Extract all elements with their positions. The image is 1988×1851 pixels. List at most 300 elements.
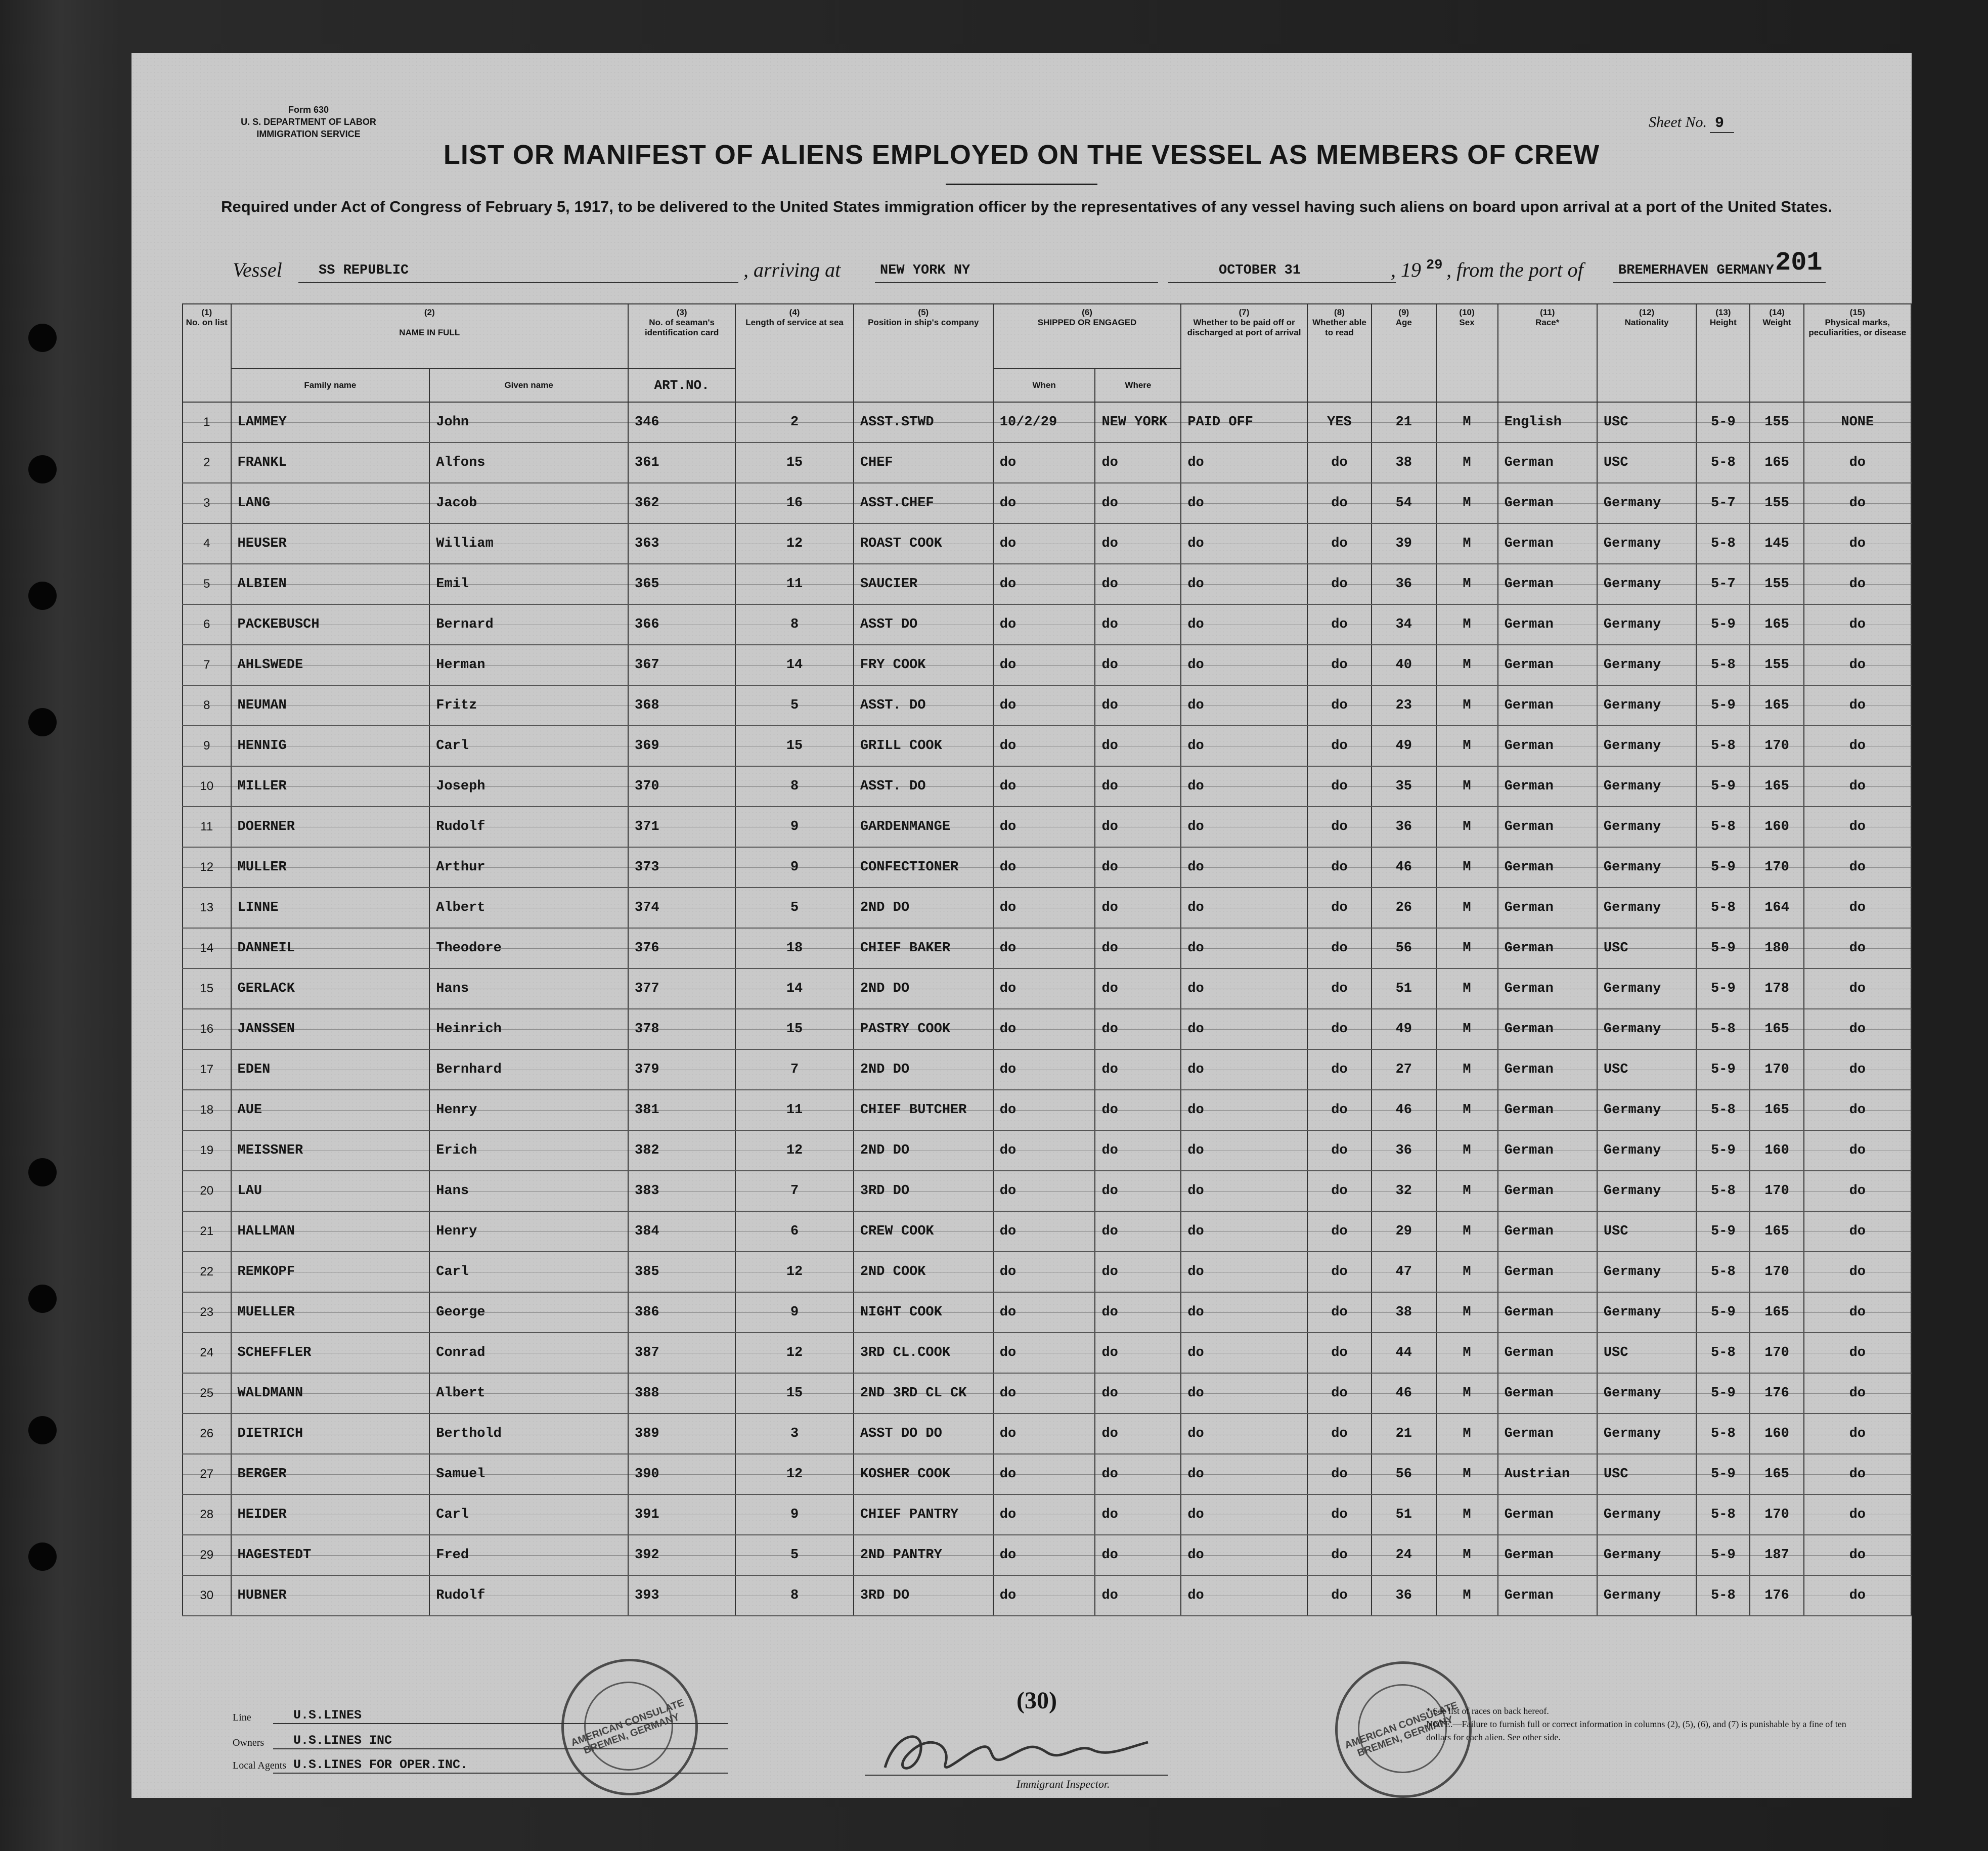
shipped-where-cell: do — [1095, 1049, 1181, 1090]
id-card-number-cell: 371 — [628, 807, 735, 847]
height-cell: 5-8 — [1696, 443, 1750, 483]
row-number-cell: 2 — [183, 443, 231, 483]
position-cell: ROAST COOK — [854, 523, 993, 564]
nationality-cell: Germany — [1597, 1292, 1696, 1333]
year-prefix: , 19 — [1391, 258, 1421, 281]
weight-cell: 165 — [1750, 1009, 1803, 1049]
crew-row — [183, 1049, 1911, 1090]
weight-cell: 170 — [1750, 726, 1803, 766]
family-name-cell: NEUMAN — [231, 685, 430, 726]
shipped-when-cell: do — [993, 1171, 1095, 1211]
col-service-header: (4) Length of service at sea — [735, 304, 854, 402]
able-to-read-cell: do — [1307, 1090, 1372, 1130]
height-cell: 5-9 — [1696, 1373, 1750, 1414]
col-name-header: (2) NAME IN FULL — [231, 304, 628, 369]
race-cell: German — [1498, 766, 1597, 807]
family-name-cell: SCHEFFLER — [231, 1333, 430, 1373]
row-number-cell: 6 — [183, 604, 231, 645]
weight-cell: 170 — [1750, 1171, 1803, 1211]
able-to-read-cell: do — [1307, 1373, 1372, 1414]
able-to-read-cell: do — [1307, 1454, 1372, 1494]
shipped-where-cell: do — [1095, 564, 1181, 604]
age-cell: 36 — [1372, 564, 1436, 604]
weight-cell: 170 — [1750, 1333, 1803, 1373]
nationality-cell: USC — [1597, 1049, 1696, 1090]
age-cell: 46 — [1372, 1373, 1436, 1414]
age-cell: 46 — [1372, 847, 1436, 888]
family-name-cell: MEISSNER — [231, 1130, 430, 1171]
page-stamp-number: 201 — [1775, 248, 1823, 278]
col-age-header: (9) Age — [1372, 304, 1436, 402]
position-cell: 3RD CL.COOK — [854, 1333, 993, 1373]
service-length-cell: 8 — [735, 604, 854, 645]
race-cell: German — [1498, 888, 1597, 928]
race-cell: German — [1498, 1494, 1597, 1535]
sex-cell: M — [1436, 1130, 1498, 1171]
col-family-header: Family name — [231, 369, 430, 402]
crew-row — [183, 1414, 1911, 1454]
shipped-where-cell: do — [1095, 1130, 1181, 1171]
nationality-cell: Germany — [1597, 604, 1696, 645]
position-cell: 2ND DO — [854, 968, 993, 1009]
service-length-cell: 15 — [735, 1373, 854, 1414]
family-name-cell: PACKEBUSCH — [231, 604, 430, 645]
race-cell: German — [1498, 968, 1597, 1009]
given-name-cell: Berthold — [429, 1414, 628, 1454]
family-name-cell: HENNIG — [231, 726, 430, 766]
service-length-cell: 9 — [735, 1292, 854, 1333]
given-name-cell: Conrad — [429, 1333, 628, 1373]
paid-off-cell: do — [1181, 645, 1307, 685]
position-cell: GARDENMANGE — [854, 807, 993, 847]
physical-marks-cell: do — [1804, 1090, 1911, 1130]
sex-cell: M — [1436, 1454, 1498, 1494]
able-to-read-cell: YES — [1307, 402, 1372, 443]
service-length-cell: 12 — [735, 1130, 854, 1171]
sheet-label: Sheet No. — [1649, 114, 1707, 130]
col-position-header: (5) Position in ship's company — [854, 304, 993, 402]
physical-marks-cell: do — [1804, 443, 1911, 483]
id-card-number-cell: 382 — [628, 1130, 735, 1171]
family-name-cell: HAGESTEDT — [231, 1535, 430, 1575]
sex-cell: M — [1436, 1333, 1498, 1373]
document-subtitle: Required under Act of Congress of February 5, 1917, to be delivered to the United States immigration officer by the representatives of any vessel having such aliens on board upon arrival at a port of the United States. — [221, 198, 1832, 215]
paid-off-cell: do — [1181, 1130, 1307, 1171]
given-name-cell: Carl — [429, 1494, 628, 1535]
department-name: U. S. DEPARTMENT OF LABOR — [241, 117, 376, 127]
race-cell: Austrian — [1498, 1454, 1597, 1494]
height-cell: 5-9 — [1696, 604, 1750, 645]
physical-marks-cell: do — [1804, 1049, 1911, 1090]
physical-marks-cell: do — [1804, 928, 1911, 968]
shipped-when-cell: do — [993, 1049, 1095, 1090]
arrival-port: NEW YORK NY — [880, 263, 970, 278]
weight-cell: 165 — [1750, 685, 1803, 726]
physical-marks-cell: do — [1804, 604, 1911, 645]
physical-marks-cell: do — [1804, 1414, 1911, 1454]
position-cell: GRILL COOK — [854, 726, 993, 766]
family-name-cell: LAU — [231, 1171, 430, 1211]
given-name-cell: Henry — [429, 1090, 628, 1130]
age-cell: 54 — [1372, 483, 1436, 523]
physical-marks-cell: do — [1804, 564, 1911, 604]
physical-marks-cell: do — [1804, 1252, 1911, 1292]
inspector-caption: Immigrant Inspector. — [1017, 1778, 1110, 1790]
physical-marks-cell: do — [1804, 807, 1911, 847]
nationality-cell: USC — [1597, 1211, 1696, 1252]
crew-row — [183, 564, 1911, 604]
able-to-read-cell: do — [1307, 847, 1372, 888]
race-cell: German — [1498, 1575, 1597, 1616]
inspector-signature — [865, 1722, 1168, 1783]
shipped-when-cell: do — [993, 1454, 1095, 1494]
physical-marks-cell: NONE — [1804, 402, 1911, 443]
shipped-when-cell: do — [993, 888, 1095, 928]
nationality-cell: Germany — [1597, 645, 1696, 685]
sex-cell: M — [1436, 888, 1498, 928]
sex-cell: M — [1436, 1171, 1498, 1211]
weight-cell: 176 — [1750, 1373, 1803, 1414]
shipped-when-cell: do — [993, 443, 1095, 483]
row-number-cell: 8 — [183, 685, 231, 726]
paid-off-cell: do — [1181, 685, 1307, 726]
nationality-cell: Germany — [1597, 1414, 1696, 1454]
age-cell: 46 — [1372, 1090, 1436, 1130]
agents-value: U.S.LINES FOR OPER.INC. — [293, 1757, 468, 1772]
able-to-read-cell: do — [1307, 726, 1372, 766]
physical-marks-cell: do — [1804, 685, 1911, 726]
col-nationality-header: (12) Nationality — [1597, 304, 1696, 402]
crew-row — [183, 807, 1911, 847]
nationality-cell: USC — [1597, 928, 1696, 968]
height-cell: 5-9 — [1696, 1292, 1750, 1333]
weight-cell: 165 — [1750, 604, 1803, 645]
given-name-cell: Rudolf — [429, 807, 628, 847]
crew-row — [183, 1171, 1911, 1211]
physical-marks-cell: do — [1804, 1009, 1911, 1049]
id-card-number-cell: 389 — [628, 1414, 735, 1454]
position-cell: 2ND COOK — [854, 1252, 993, 1292]
id-card-number-cell: 391 — [628, 1494, 735, 1535]
service-length-cell: 12 — [735, 1454, 854, 1494]
position-cell: CHEF — [854, 443, 993, 483]
weight-cell: 145 — [1750, 523, 1803, 564]
race-cell: German — [1498, 564, 1597, 604]
header-row — [183, 304, 1911, 369]
height-cell: 5-8 — [1696, 1414, 1750, 1454]
id-card-number-cell: 393 — [628, 1575, 735, 1616]
id-card-number-cell: 376 — [628, 928, 735, 968]
position-cell: ASST DO — [854, 604, 993, 645]
able-to-read-cell: do — [1307, 766, 1372, 807]
position-cell: PASTRY COOK — [854, 1009, 993, 1049]
shipped-where-cell: do — [1095, 1494, 1181, 1535]
weight-cell: 165 — [1750, 766, 1803, 807]
race-cell: English — [1498, 402, 1597, 443]
binder-hole — [28, 455, 57, 483]
physical-marks-cell: do — [1804, 645, 1911, 685]
race-cell: German — [1498, 685, 1597, 726]
sex-cell: M — [1436, 1373, 1498, 1414]
crew-row — [183, 1454, 1911, 1494]
nationality-cell: USC — [1597, 402, 1696, 443]
row-number-cell: 17 — [183, 1049, 231, 1090]
age-cell: 21 — [1372, 1414, 1436, 1454]
paid-off-cell: do — [1181, 847, 1307, 888]
family-name-cell: WALDMANN — [231, 1373, 430, 1414]
position-cell: ASST.CHEF — [854, 483, 993, 523]
sex-cell: M — [1436, 1211, 1498, 1252]
age-cell: 23 — [1372, 685, 1436, 726]
height-cell: 5-9 — [1696, 1130, 1750, 1171]
race-cell: German — [1498, 1373, 1597, 1414]
row-number-cell: 11 — [183, 807, 231, 847]
family-name-cell: DOERNER — [231, 807, 430, 847]
height-cell: 5-8 — [1696, 726, 1750, 766]
paid-off-cell: do — [1181, 1211, 1307, 1252]
row-number-cell: 5 — [183, 564, 231, 604]
crew-row — [183, 726, 1911, 766]
crew-row — [183, 1130, 1911, 1171]
height-cell: 5-9 — [1696, 1211, 1750, 1252]
physical-marks-cell: do — [1804, 1130, 1911, 1171]
given-name-cell: Alfons — [429, 443, 628, 483]
shipped-where-cell: do — [1095, 604, 1181, 645]
race-cell: German — [1498, 847, 1597, 888]
weight-cell: 165 — [1750, 1090, 1803, 1130]
service-length-cell: 15 — [735, 443, 854, 483]
paid-off-cell: do — [1181, 807, 1307, 847]
sex-cell: M — [1436, 968, 1498, 1009]
age-cell: 36 — [1372, 1575, 1436, 1616]
service-length-cell: 5 — [735, 685, 854, 726]
shipped-where-cell: do — [1095, 645, 1181, 685]
id-card-number-cell: 378 — [628, 1009, 735, 1049]
line-value: U.S.LINES — [293, 1708, 362, 1723]
given-name-cell: Fritz — [429, 685, 628, 726]
paid-off-cell: do — [1181, 1049, 1307, 1090]
col-shipped-header: (6) SHIPPED OR ENGAGED — [993, 304, 1181, 369]
from-port-label: , from the port of — [1446, 258, 1583, 281]
id-card-number-cell: 361 — [628, 443, 735, 483]
id-card-number-cell: 386 — [628, 1292, 735, 1333]
id-card-number-cell: 368 — [628, 685, 735, 726]
crew-row — [183, 1009, 1911, 1049]
given-name-cell: John — [429, 402, 628, 443]
position-cell: KOSHER COOK — [854, 1454, 993, 1494]
age-cell: 36 — [1372, 807, 1436, 847]
given-name-cell: Bernhard — [429, 1049, 628, 1090]
id-card-number-cell: 379 — [628, 1049, 735, 1090]
service-length-cell: 8 — [735, 766, 854, 807]
paid-off-cell: do — [1181, 726, 1307, 766]
year-suffix: 29 — [1426, 258, 1443, 273]
nationality-cell: Germany — [1597, 1090, 1696, 1130]
paid-off-cell: do — [1181, 1575, 1307, 1616]
weight-cell: 187 — [1750, 1535, 1803, 1575]
age-cell: 26 — [1372, 888, 1436, 928]
given-name-cell: Fred — [429, 1535, 628, 1575]
id-card-number-cell: 370 — [628, 766, 735, 807]
footer-note — [1426, 1704, 1871, 1744]
nationality-cell: Germany — [1597, 766, 1696, 807]
weight-cell: 165 — [1750, 1211, 1803, 1252]
row-number-cell: 13 — [183, 888, 231, 928]
height-cell: 5-8 — [1696, 888, 1750, 928]
paid-off-cell: do — [1181, 1171, 1307, 1211]
service-length-cell: 12 — [735, 523, 854, 564]
age-cell: 36 — [1372, 1130, 1436, 1171]
total-count: (30) — [1017, 1687, 1057, 1714]
col-when-header: When — [993, 369, 1095, 402]
shipped-where-cell: do — [1095, 1009, 1181, 1049]
shipped-when-cell: do — [993, 685, 1095, 726]
crew-row — [183, 1252, 1911, 1292]
age-cell: 39 — [1372, 523, 1436, 564]
paid-off-cell: do — [1181, 1535, 1307, 1575]
shipped-when-cell: do — [993, 645, 1095, 685]
row-number-cell: 29 — [183, 1535, 231, 1575]
able-to-read-cell: do — [1307, 685, 1372, 726]
vessel-name: SS REPUBLIC — [319, 263, 409, 278]
shipped-when-cell: do — [993, 807, 1095, 847]
crew-row — [183, 685, 1911, 726]
service-length-cell: 11 — [735, 1090, 854, 1130]
physical-marks-cell: do — [1804, 483, 1911, 523]
row-number-cell: 30 — [183, 1575, 231, 1616]
sex-cell: M — [1436, 807, 1498, 847]
col-given-header: Given name — [429, 369, 628, 402]
row-number-cell: 22 — [183, 1252, 231, 1292]
given-name-cell: George — [429, 1292, 628, 1333]
weight-cell: 170 — [1750, 1252, 1803, 1292]
able-to-read-cell: do — [1307, 443, 1372, 483]
given-name-cell: Jacob — [429, 483, 628, 523]
age-cell: 24 — [1372, 1535, 1436, 1575]
shipped-where-cell: do — [1095, 928, 1181, 968]
race-cell: German — [1498, 1333, 1597, 1373]
shipped-where-cell: do — [1095, 1575, 1181, 1616]
service-length-cell: 6 — [735, 1211, 854, 1252]
family-name-cell: MULLER — [231, 847, 430, 888]
height-cell: 5-8 — [1696, 807, 1750, 847]
shipped-when-cell: do — [993, 1333, 1095, 1373]
nationality-cell: Germany — [1597, 726, 1696, 766]
race-cell: German — [1498, 726, 1597, 766]
sex-cell: M — [1436, 928, 1498, 968]
sex-cell: M — [1436, 604, 1498, 645]
crew-row — [183, 443, 1911, 483]
position-cell: ASST. DO — [854, 685, 993, 726]
row-number-cell: 21 — [183, 1211, 231, 1252]
crew-row — [183, 928, 1911, 968]
nationality-cell: Germany — [1597, 564, 1696, 604]
family-name-cell: DANNEIL — [231, 928, 430, 968]
shipped-where-cell: NEW YORK — [1095, 402, 1181, 443]
sex-cell: M — [1436, 847, 1498, 888]
id-card-number-cell: 387 — [628, 1333, 735, 1373]
physical-marks-cell: do — [1804, 1575, 1911, 1616]
height-cell: 5-9 — [1696, 766, 1750, 807]
given-name-cell: Albert — [429, 888, 628, 928]
position-cell: 3RD DO — [854, 1575, 993, 1616]
able-to-read-cell: do — [1307, 1575, 1372, 1616]
col-artno-header: ART.NO. — [628, 369, 735, 402]
able-to-read-cell: do — [1307, 564, 1372, 604]
sex-cell: M — [1436, 726, 1498, 766]
height-cell: 5-9 — [1696, 1454, 1750, 1494]
age-cell: 56 — [1372, 928, 1436, 968]
id-card-number-cell: 373 — [628, 847, 735, 888]
physical-marks-cell: do — [1804, 1171, 1911, 1211]
arrival-date: OCTOBER 31 — [1219, 263, 1301, 278]
paid-off-cell: do — [1181, 1494, 1307, 1535]
position-cell: ASST DO DO — [854, 1414, 993, 1454]
able-to-read-cell: do — [1307, 1130, 1372, 1171]
shipped-when-cell: do — [993, 1211, 1095, 1252]
row-number-cell: 14 — [183, 928, 231, 968]
shipped-when-cell: do — [993, 1252, 1095, 1292]
weight-cell: 170 — [1750, 1494, 1803, 1535]
sex-cell: M — [1436, 1049, 1498, 1090]
service-length-cell: 14 — [735, 645, 854, 685]
given-name-cell: William — [429, 523, 628, 564]
physical-marks-cell: do — [1804, 1211, 1911, 1252]
row-number-cell: 16 — [183, 1009, 231, 1049]
age-cell: 27 — [1372, 1049, 1436, 1090]
service-length-cell: 15 — [735, 1009, 854, 1049]
position-cell: CHIEF PANTRY — [854, 1494, 993, 1535]
race-cell: German — [1498, 443, 1597, 483]
height-cell: 5-9 — [1696, 847, 1750, 888]
able-to-read-cell: do — [1307, 1333, 1372, 1373]
paid-off-cell: do — [1181, 483, 1307, 523]
age-cell: 44 — [1372, 1333, 1436, 1373]
shipped-where-cell: do — [1095, 685, 1181, 726]
crew-row — [183, 968, 1911, 1009]
shipped-where-cell: do — [1095, 766, 1181, 807]
sex-cell: M — [1436, 443, 1498, 483]
paid-off-cell: do — [1181, 1333, 1307, 1373]
family-name-cell: ALBIEN — [231, 564, 430, 604]
nationality-cell: Germany — [1597, 523, 1696, 564]
col-read-header: (8) Whether able to read — [1307, 304, 1372, 402]
nationality-cell: Germany — [1597, 807, 1696, 847]
able-to-read-cell: do — [1307, 1009, 1372, 1049]
line-label: Line — [233, 1712, 251, 1723]
age-cell: 56 — [1372, 1454, 1436, 1494]
binder-hole — [28, 1543, 57, 1571]
shipped-where-cell: do — [1095, 1414, 1181, 1454]
id-card-number-cell: 377 — [628, 968, 735, 1009]
given-name-cell: Carl — [429, 726, 628, 766]
race-cell: German — [1498, 1414, 1597, 1454]
physical-marks-cell: do — [1804, 523, 1911, 564]
id-card-number-cell: 388 — [628, 1373, 735, 1414]
row-number-cell: 3 — [183, 483, 231, 523]
crew-row — [183, 1090, 1911, 1130]
able-to-read-cell: do — [1307, 483, 1372, 523]
nationality-cell: Germany — [1597, 1171, 1696, 1211]
crew-row — [183, 1494, 1911, 1535]
sex-cell: M — [1436, 402, 1498, 443]
line-owners-agents — [192, 1697, 799, 1783]
weight-cell: 160 — [1750, 1130, 1803, 1171]
able-to-read-cell: do — [1307, 604, 1372, 645]
family-name-cell: BERGER — [231, 1454, 430, 1494]
form-header — [202, 104, 415, 140]
height-cell: 5-8 — [1696, 1575, 1750, 1616]
